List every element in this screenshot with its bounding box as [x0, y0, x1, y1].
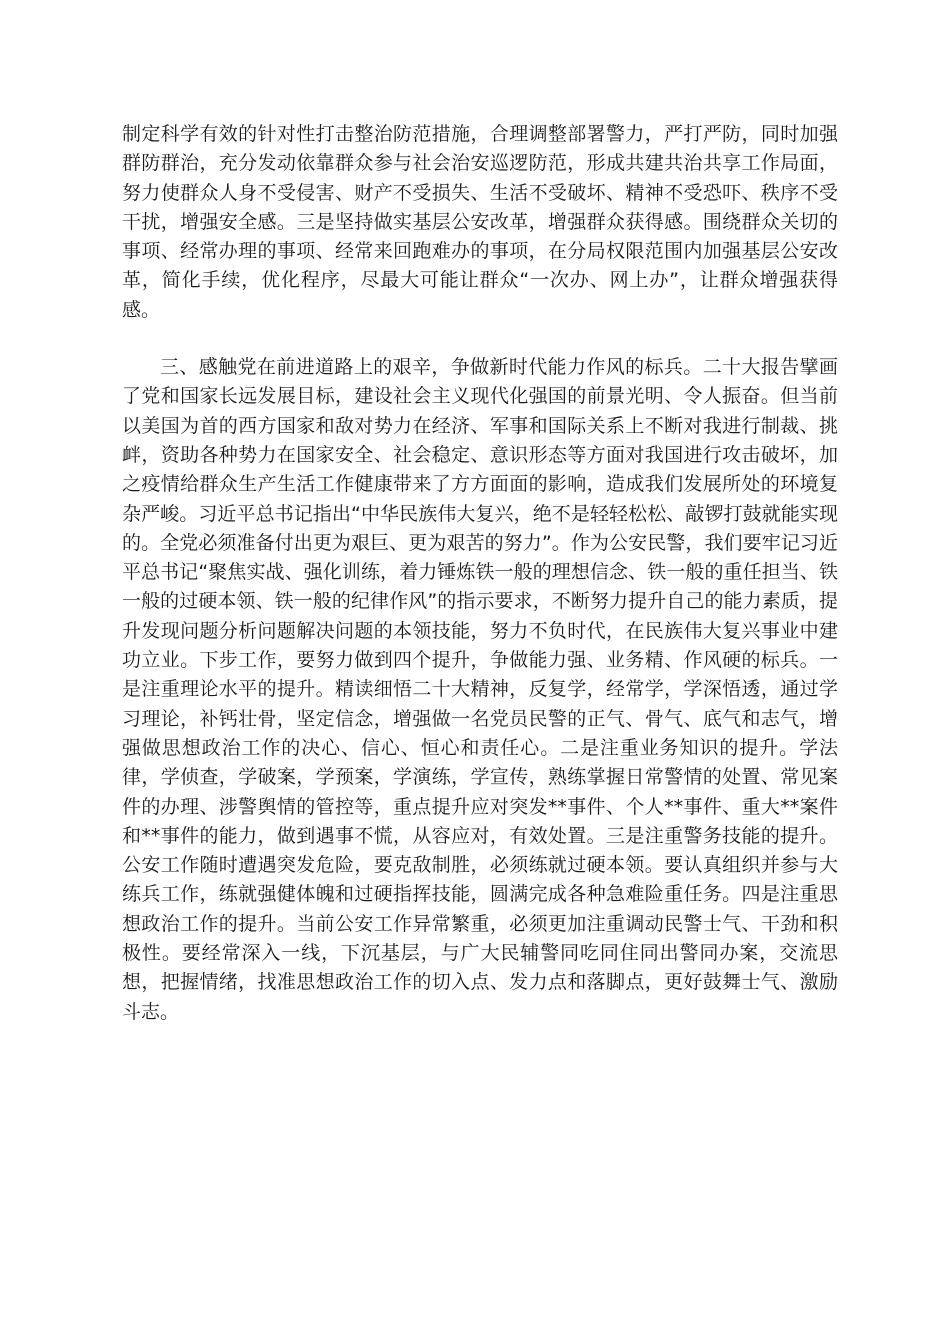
document-body	[122, 120, 838, 1027]
paragraph-section-three: 三、感触党在前进道路上的艰辛，争做新时代能力作风的标兵。二十大报告擘画了党和国家长远发展目标，建设社会主义现代化强国的前景光明、令人振奋。但当前以美国为首的西方国家和敌对势力在经济、军事和国际关系上不断对我进行制裁、挑衅，资助各种势力在国家安全、社会稳定、意识形态等方面对我国进行攻击破坏，加之疫情给群众生产生活工作健康带来了方方面面的影响，造成我们发展所处的环境复杂严峻。习近平总书记指出“中华民族伟大复兴，绝不是轻轻松松、敲锣打鼓就能实现的。全党必须准备付出更为艰巨、更为艰苦的努力”。作为公安民警，我们要牢记习近平总书记“聚焦实战、强化训练，着力锤炼铁一般的理想信念、铁一般的重任担当、铁一般的过硬本领、铁一般的纪律作风”的指示要求，不断努力提升自己的能力素质，提升发现问题分析问题解决问题的本领技能，努力不负时代，在民族伟大复兴事业中建功立业。下步工作，要努力做到四个提升，争做能力强、业务精、作风硬的标兵。一是注重理论水平的提升。精读细悟二十大精神，反复学，经常学，学深悟透，通过学习理论，补钙壮骨，坚定信念，增强做一名党员民警的正气、骨气、底气和志气，增强做思想政治工作的决心、信心、恒心和责任心。二是注重业务知识的提升。学法律，学侦查，学破案，学预案，学演练，学宣传，熟练掌握日常警情的处置、常见案件的办理、涉警舆情的管控等，重点提升应对突发**事件、个人**事件、重大**案件和**事件的能力，做到遇事不慌，从容应对，有效处置。三是注重警务技能的提升。公安工作随时遭遇突发危险，要克敌制胜，必须练就过硬本领。要认真组织并参与大练兵工作，练就强健体魄和过硬指挥技能，圆满完成各种急难险重任务。四是注重思想政治工作的提升。当前公安工作异常繁重，必须更加注重调动民警士气、干劲和积极性。要经常深入一线，下沉基层，与广大民辅警同吃同住同出警同办案，交流思想，把握情绪，找准思想政治工作的切入点、发力点和落脚点，更好鼓舞士气、激励斗志。	[122, 356, 838, 1023]
paragraph-continuation: 制定科学有效的针对性打击整治防范措施，合理调整部署警力，严打严防，同时加强群防群治，充分发动依靠群众参与社会治安巡逻防范，形成共建共治共享工作局面，努力使群众人身不受侵害、财产不受损失、生活不受破坏、精神不受恐吓、秩序不受干扰，增强安全感。三是坚持做实基层公安改革，增强群众获得感。围绕群众关切的事项、经常办理的事项、经常来回跑难办的事项，在分局权限范围内加强基层公安改革，简化手续，优化程序，尽最大可能让群众“一次办、网上办”，让群众增强获得感。	[122, 123, 838, 321]
